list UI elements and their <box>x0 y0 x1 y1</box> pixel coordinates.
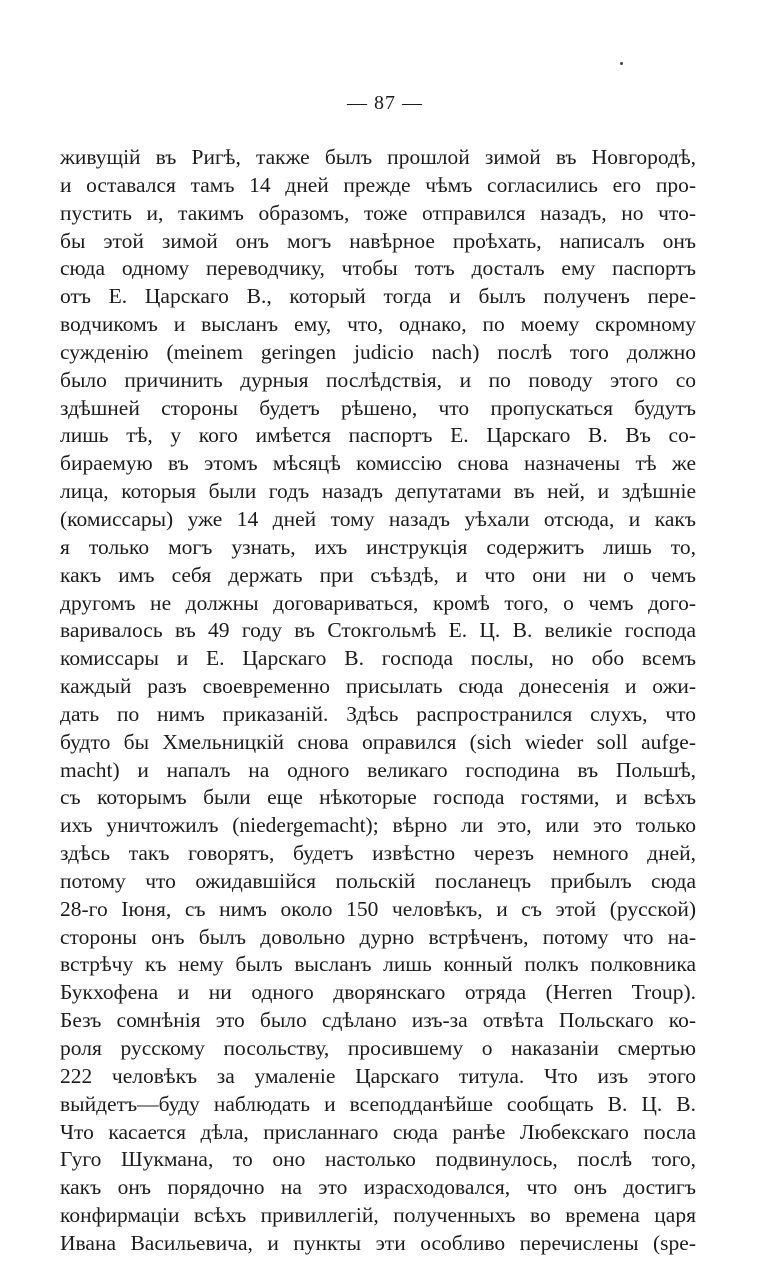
text-line: выйдетъ—буду наблюдать и всеподданѣйше сообщать В. Ц. В. <box>60 1091 696 1116</box>
text-line: живущій въ Ригѣ, также былъ прошлой зимой въ Новгородѣ, <box>60 145 696 169</box>
text-line: комиссары и Е. Царскаго В. господа послы, но обо всемъ <box>60 646 696 671</box>
text-line: бираемую въ этомъ мѣсяцѣ комиссію снова назначены тѣ же <box>60 451 696 476</box>
text-line: лица, которыя были годъ назадъ депутатами въ ней, и здѣшніе <box>60 479 696 504</box>
text-line: варивалось въ 49 году въ Стокгольмѣ Е. Ц. В. великіе господа <box>60 618 696 643</box>
text-line: сужденію (meinem geringen judicio nach) послѣ того должно <box>60 339 696 364</box>
text-line: съ которымъ были еще нѣкоторые господа гостями, и всѣхъ <box>60 785 696 810</box>
text-line: я только могъ узнать, ихъ инструкція содержитъ лишь то, <box>60 534 696 559</box>
text-line: пустить и, такимъ образомъ, тоже отправился назадъ, но что- <box>60 200 696 225</box>
text-line: здѣсь такъ говорятъ, будетъ извѣстно черезъ немного дней, <box>60 841 696 866</box>
text-line: и оставался тамъ 14 дней прежде чѣмъ согласились его про- <box>60 172 696 197</box>
text-line: будто бы Хмельницкій снова оправился (sich wieder soll aufge- <box>60 729 696 754</box>
text-line: здѣшней стороны будетъ рѣшено, что пропускаться будутъ <box>60 395 696 420</box>
body-text <box>60 144 696 1258</box>
text-line: какъ имъ себя держать при съѣздѣ, и что они ни о чемъ <box>60 562 696 587</box>
text-line: дать по нимъ приказаній. Здѣсь распространился слухъ, что <box>60 701 696 726</box>
print-speck <box>620 62 623 65</box>
text-line: конфирмаціи всѣхъ привиллегій, полученныхъ во времена царя <box>60 1203 696 1228</box>
text-line: потому что ожидавшійся польскій посланецъ прибылъ сюда <box>60 868 696 893</box>
text-line: Ивана Васильевича, и пункты эти особливо перечислены (spe- <box>60 1230 696 1255</box>
text-line: ихъ уничтожилъ (niedergemacht); вѣрно ли это, или это только <box>60 813 696 838</box>
text-line: Что касается дѣла, присланнаго сюда ранѣе Любекскаго посла <box>60 1119 696 1144</box>
text-line: роля русскому посольству, просившему о наказаніи смертью <box>60 1036 696 1060</box>
text-line: Букхофена и ни одного дворянскаго отряда (Herren Troup). <box>60 980 696 1005</box>
text-line: 28-го Іюня, съ нимъ около 150 человѣкъ, и съ этой (русской) <box>60 896 696 921</box>
text-line: водчикомъ и высланъ ему, что, однако, по моему скромному <box>60 312 696 337</box>
text-line: 222 человѣкъ за умаленіе Царскаго титула. Что изъ этого <box>60 1063 696 1088</box>
text-line: какъ онъ порядочно на это израсходовался, что онъ достигъ <box>60 1175 696 1200</box>
text-line: сюда одному переводчику, чтобы тотъ досталъ ему паспортъ <box>60 256 696 281</box>
text-line: отъ Е. Царскаго В., который тогда и былъ полученъ пере- <box>60 284 696 309</box>
text-line: бы этой зимой онъ могъ навѣрное проѣхать, написалъ онъ <box>60 228 696 253</box>
text-line: Гуго Шукмана, то оно настолько подвинулось, послѣ того, <box>60 1147 696 1172</box>
text-line: другомъ не должны договариваться, кромѣ того, о чемъ дого- <box>60 590 696 615</box>
text-line: лишь тѣ, у кого имѣется паспортъ Е. Царскаго В. Въ со- <box>60 423 696 448</box>
text-line: встрѣчу къ нему былъ высланъ лишь конный полкъ полковника <box>60 952 696 977</box>
text-line: было причинить дурныя послѣдствія, и по поводу этого со <box>60 367 696 392</box>
text-line: каждый разъ своевременно присылать сюда донесенія и ожи- <box>60 674 696 699</box>
text-line: стороны онъ былъ довольно дурно встрѣченъ, потому что на- <box>60 924 696 949</box>
text-line: Безъ сомнѣнія это было сдѣлано изъ-за отвѣта Польскаго ко- <box>60 1008 696 1033</box>
text-line: macht) и напалъ на одного великаго господина въ Польшѣ, <box>60 757 696 782</box>
text-line: (комиссары) уже 14 дней тому назадъ уѣхали отсюда, и какъ <box>60 506 696 531</box>
page-number: — 87 — <box>347 92 423 114</box>
